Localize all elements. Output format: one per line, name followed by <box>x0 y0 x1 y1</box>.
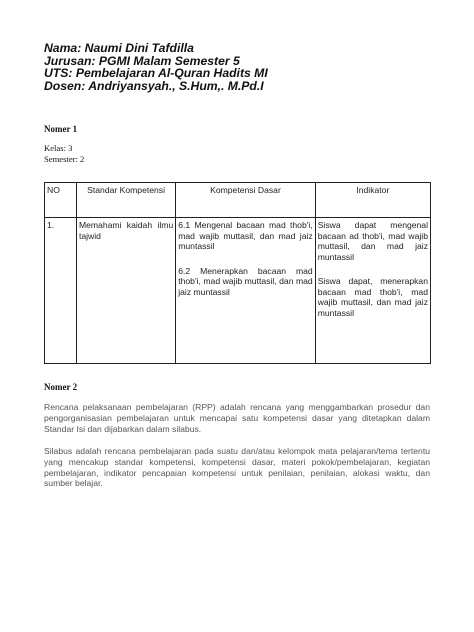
kd-item-2: 6.2 Menerapkan bacaan mad thob'i, mad wajib muttasil, dan mad jaiz muntassil <box>178 265 313 297</box>
rpp-paragraph: Rencana pelaksanaan pembelajaran (RPP) adalah rencana yang menggambarkan prosedur dan pengorganisasian pembelajaran untuk mencapai satu kompetensi dasar yang ditetapkan dalam Standar Isi dan dijabarkan dalam silabus. <box>44 402 430 434</box>
silabus-paragraph: Silabus adalah rencana pembelajaran pada suatu dan/atau kelompok mata pelajaran/tema tertentu yang mencakup standar kompetensi, kompetensi dasar, materi pokok/pembelajaran, kegiatan pembelajaran, indikator pencapaian kompetensi untuk penilaian, penilaian, alokasi waktu, dan sumber belajar. <box>44 446 430 489</box>
cell-kompetensi <box>176 218 315 364</box>
competency-table <box>44 182 431 364</box>
kd-item-1: 6.1 Mengenal bacaan mad thob'i, mad wajib muttasil, dan mad jaiz muntassil <box>178 220 313 251</box>
table-row <box>45 218 431 364</box>
major-line: Jurusan: PGMI Malam Semester 5 <box>44 53 240 68</box>
indicator-item-2: Siswa dapat, menerapkan bacaan mad thob'i, mad wajib muttasil, dan mad jaiz muntassil <box>317 276 428 318</box>
header-standar: Standar Kompetensi <box>76 183 175 218</box>
document-header <box>44 42 444 92</box>
exam-line: UTS: Pembelajaran Al-Quran Hadits MI <box>44 66 268 81</box>
section2-title: Nomer 2 <box>44 382 78 392</box>
semester-text: Semester: 2 <box>44 154 85 164</box>
table-header-row <box>45 183 431 218</box>
name-line: Nama: Naumi Dini Tafdilla <box>44 41 194 55</box>
cell-standar: Memahami kaidah ilmu tajwid <box>76 218 175 364</box>
section1-title: Nomer 1 <box>44 124 78 134</box>
class-text: Kelas: 3 <box>44 143 73 153</box>
indicator-item-1: Siswa dapat mengenal bacaan ad thob'i, mad wajib muttasil, dan mad jaiz muntassil <box>317 220 428 262</box>
header-no: NO <box>45 183 77 218</box>
header-indikator: Indikator <box>315 183 430 218</box>
lecturer-line: Dosen: Andriyansyah., S.Hum,. M.Pd.I <box>44 78 264 93</box>
cell-indikator <box>315 218 430 364</box>
cell-no: 1. <box>45 218 77 364</box>
header-kompetensi: Kompetensi Dasar <box>176 183 315 218</box>
